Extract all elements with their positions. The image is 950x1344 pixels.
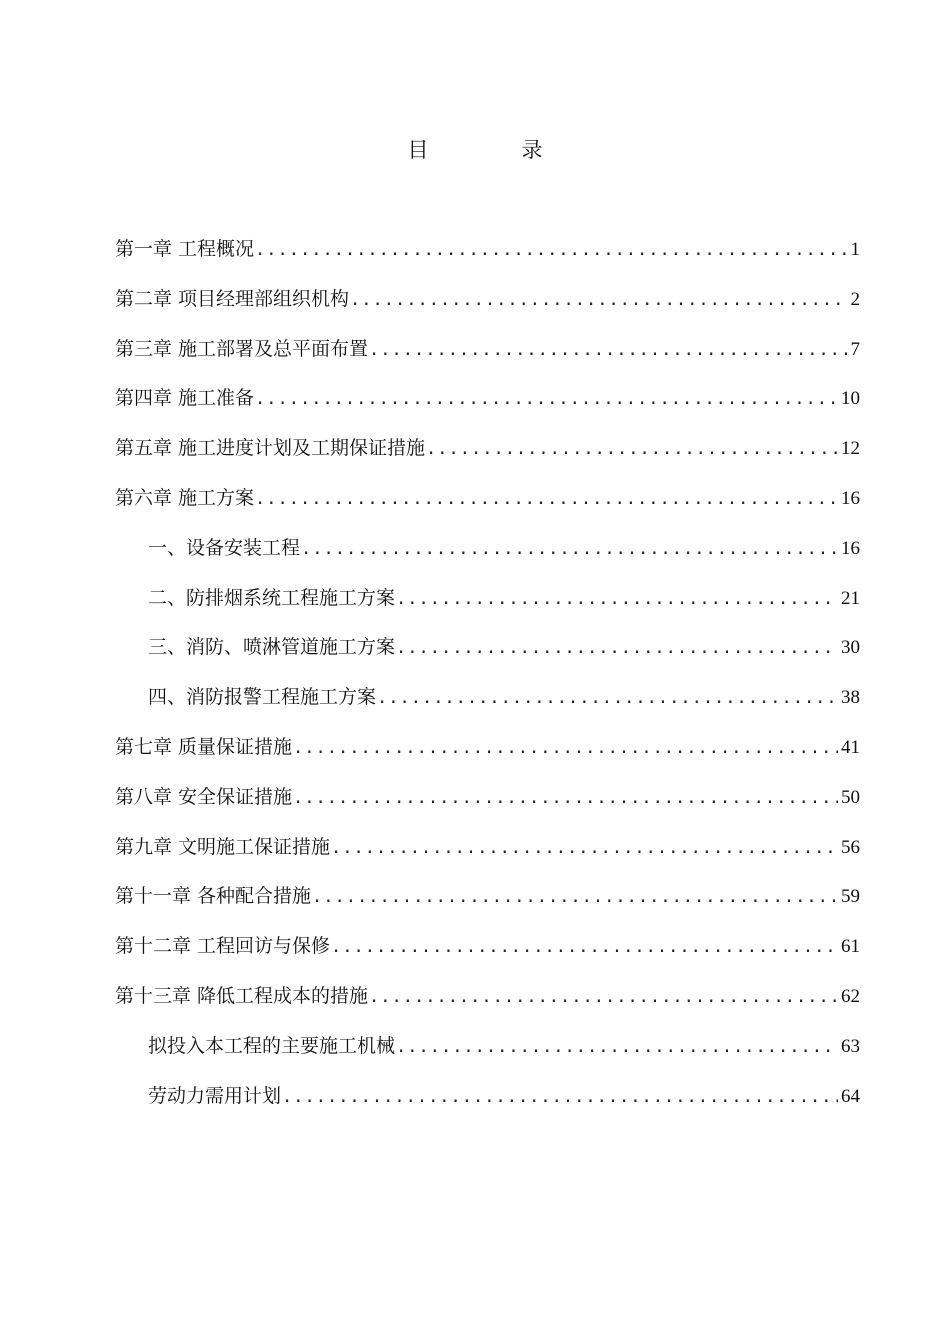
dot-leader — [293, 785, 838, 811]
toc-entry[interactable] — [115, 883, 860, 933]
dot-leader — [301, 536, 838, 562]
toc-entry-label: 第十三章 降低工程成本的措施 — [115, 984, 369, 1007]
toc-entry-page-number: 50 — [841, 786, 860, 808]
toc-entry-label: 劳动力需用计划 — [148, 1084, 282, 1107]
toc-entry-label: 第一章 工程概况 — [115, 238, 255, 260]
toc-entry[interactable] — [115, 435, 860, 485]
toc-entry-label: 二、防排烟系统工程施工方案 — [148, 586, 396, 609]
toc-entry[interactable] — [115, 535, 860, 585]
toc-entry-label: 四、消防报警工程施工方案 — [148, 686, 377, 709]
toc-entry-page-number: 38 — [841, 687, 860, 709]
toc-entry-label: 第七章 质量保证措施 — [115, 735, 293, 758]
toc-entry-page-number: 1 — [850, 239, 860, 260]
dot-leader — [369, 984, 838, 1010]
dot-leader — [255, 486, 838, 512]
dot-leader — [282, 1084, 838, 1110]
toc-entry-page-number: 59 — [841, 886, 860, 908]
toc-entry-page-number: 41 — [841, 736, 860, 758]
toc-entry-page-number: 12 — [841, 438, 860, 460]
toc-entry-page-number: 16 — [841, 537, 860, 559]
toc-entry[interactable] — [115, 385, 860, 435]
toc-entry-label: 第十一章 各种配合措施 — [115, 885, 312, 908]
dot-leader — [369, 337, 847, 363]
toc-entry[interactable] — [115, 286, 860, 336]
table-of-contents — [115, 236, 860, 1132]
toc-entry-page-number: 64 — [841, 1085, 860, 1107]
toc-entry-label: 拟投入本工程的主要施工机械 — [148, 1034, 396, 1057]
toc-entry[interactable] — [115, 784, 860, 834]
toc-entry-page-number: 16 — [841, 487, 860, 509]
toc-entry-label: 第六章 施工方案 — [115, 486, 255, 509]
toc-entry-label: 第九章 文明施工保证措施 — [115, 835, 331, 858]
toc-entry[interactable] — [115, 734, 860, 784]
toc-entry-label: 第八章 安全保证措施 — [115, 785, 293, 808]
page-title: 目 录 — [407, 138, 579, 162]
toc-entry[interactable] — [115, 236, 860, 286]
toc-entry[interactable] — [115, 336, 860, 386]
toc-entry-page-number: 61 — [841, 936, 860, 958]
toc-entry-page-number: 7 — [850, 338, 860, 360]
toc-entry-label: 第三章 施工部署及总平面布置 — [115, 337, 369, 360]
toc-entry-label: 一、设备安装工程 — [148, 536, 301, 559]
toc-entry-page-number: 63 — [841, 1035, 860, 1057]
dot-leader — [396, 586, 838, 612]
dot-leader — [426, 436, 838, 462]
toc-entry-page-number: 62 — [841, 985, 860, 1007]
toc-entry[interactable] — [115, 1033, 860, 1083]
toc-entry-label: 第五章 施工进度计划及工期保证措施 — [115, 437, 426, 460]
toc-entry-page-number: 10 — [841, 388, 860, 410]
toc-entry-page-number: 30 — [841, 637, 860, 659]
toc-entry-page-number: 21 — [841, 587, 860, 609]
toc-entry[interactable] — [115, 684, 860, 734]
toc-entry-label: 第十二章 工程回访与保修 — [115, 935, 331, 958]
toc-entry-label: 第四章 施工准备 — [115, 387, 255, 410]
toc-entry[interactable] — [115, 1083, 860, 1133]
dot-leader — [350, 287, 847, 313]
dot-leader — [331, 835, 838, 861]
dot-leader — [377, 685, 838, 711]
toc-entry[interactable] — [115, 834, 860, 884]
dot-leader — [312, 884, 838, 910]
dot-leader — [255, 386, 838, 412]
toc-entry[interactable] — [115, 485, 860, 535]
toc-entry[interactable] — [115, 585, 860, 635]
toc-entry-label: 第二章 项目经理部组织机构 — [115, 287, 350, 310]
dot-leader — [396, 1034, 838, 1060]
dot-leader — [255, 237, 847, 263]
dot-leader — [293, 735, 838, 761]
toc-entry-page-number: 2 — [850, 288, 860, 310]
toc-entry[interactable] — [115, 634, 860, 684]
dot-leader — [331, 934, 838, 960]
toc-entry[interactable] — [115, 933, 860, 983]
toc-entry[interactable] — [115, 983, 860, 1033]
dot-leader — [396, 635, 838, 661]
toc-entry-label: 三、消防、喷淋管道施工方案 — [148, 636, 396, 659]
toc-entry-page-number: 56 — [841, 836, 860, 858]
